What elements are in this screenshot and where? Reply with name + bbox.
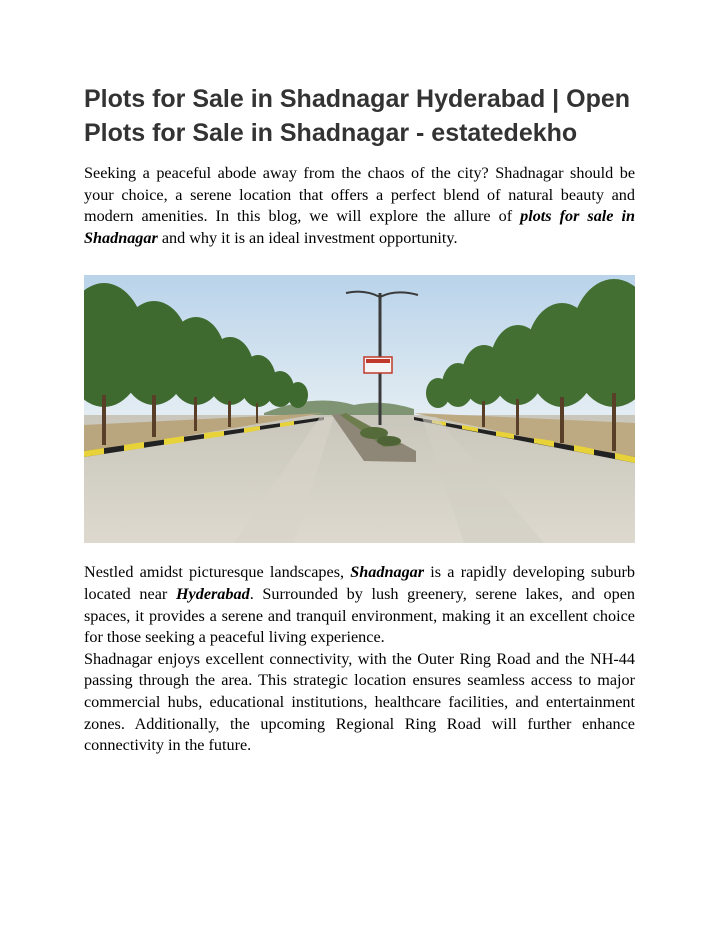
signboard <box>364 357 392 373</box>
page-title: Plots for Sale in Shadnagar Hyderabad | Open Plots for Sale in Shadnagar - estatedekho <box>84 85 631 147</box>
location-paragraph <box>84 562 635 648</box>
intro-text-end: and why it is an ideal investment opportunity. <box>157 228 458 247</box>
road-photo <box>84 275 635 543</box>
location-text-2: is a rapidly developing suburb located near <box>84 563 635 603</box>
location-text-1: Nestled amidst picturesque landscapes, <box>84 563 351 582</box>
article-body <box>84 562 635 756</box>
article <box>84 82 635 757</box>
intro-paragraph <box>84 163 635 249</box>
location-text-3: . Surrounded by lush greenery, serene lakes, and open spaces, it provides a serene and tranquil environment, making it an excellent choice for those seeking a peaceful living experience. <box>84 584 635 647</box>
connectivity-paragraph: Shadnagar enjoys excellent connectivity, with the Outer Ring Road and the NH-44 passing through the area. This strategic location ensures seamless access to major commercial hubs, educational institutions, healthcare facilities, and entertainment zones. Additionally, the upcoming Regional Ring Road will further enhance connectivity in the future. <box>84 649 635 755</box>
shadnagar-keyword: Shadnagar <box>350 563 425 582</box>
hyderabad-keyword: Hyderabad <box>175 584 250 603</box>
intro-text-start: Seeking a peaceful abode away from the chaos of the city? Shadnagar should be your choice, a serene location that offers a perfect blend of natural beauty and modern amenities. In this blog, we will explore the allure of <box>84 164 635 226</box>
intro-keyword-link: plots for sale in Shadnagar <box>84 207 635 247</box>
